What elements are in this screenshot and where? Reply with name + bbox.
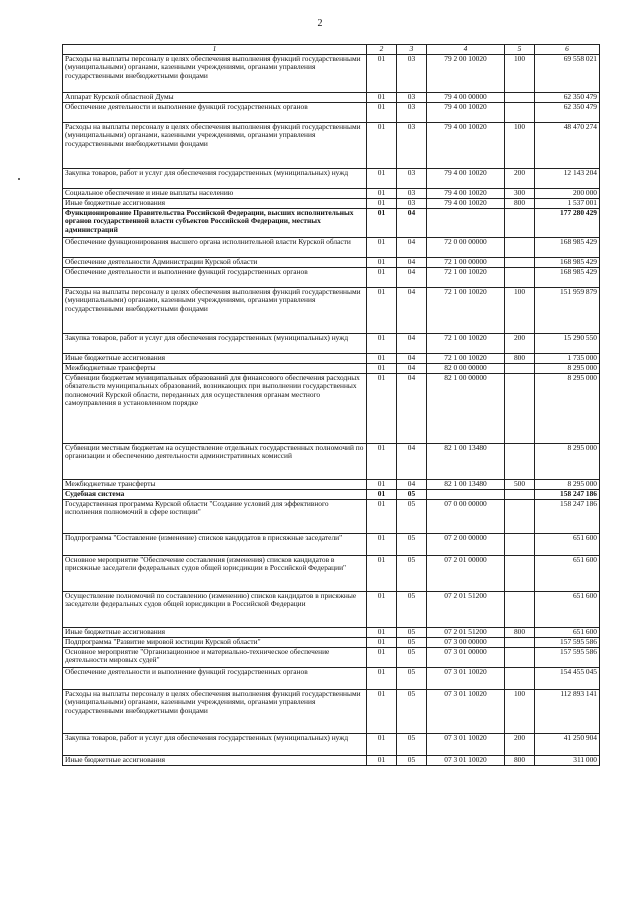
amount: 15 290 550 — [535, 333, 600, 353]
item-name: Аппарат Курской областной Думы — [63, 92, 367, 102]
budget-table-body — [63, 45, 600, 766]
subsection-code: 04 — [397, 353, 427, 363]
item-name: Субвенции местным бюджетам на осуществление отдельных государственных полномочий по организации и обеспечению деятельности административных комиссий — [63, 443, 367, 479]
table-row — [63, 637, 600, 647]
item-name: Обеспечение деятельности и выполнение функций государственных органов — [63, 267, 367, 287]
expense-type-code — [505, 443, 535, 479]
table-row — [63, 188, 600, 198]
table-row — [63, 54, 600, 92]
target-article-code — [427, 489, 505, 499]
item-name: Обеспечение деятельности и выполнение функций государственных органов — [63, 102, 367, 122]
amount: 8 295 000 — [535, 443, 600, 479]
amount: 651 600 — [535, 555, 600, 591]
item-name: Расходы на выплаты персоналу в целях обеспечения выполнения функций государственными (муниципальными) органами, казенными учреждениями, органами управления государственными внебюджетными фондами — [63, 689, 367, 733]
section-code: 01 — [367, 287, 397, 333]
target-article-code: 07 3 01 10020 — [427, 667, 505, 689]
table-row — [63, 208, 600, 237]
subsection-code: 04 — [397, 363, 427, 373]
target-article-code: 72 1 00 10020 — [427, 287, 505, 333]
item-name: Закупка товаров, работ и услуг для обеспечения государственных (муниципальных) нужд — [63, 733, 367, 755]
expense-type-code: 500 — [505, 479, 535, 489]
section-code: 01 — [367, 353, 397, 363]
section-code: 01 — [367, 188, 397, 198]
column-number: 6 — [535, 45, 600, 55]
item-name: Межбюджетные трансферты — [63, 479, 367, 489]
target-article-code: 07 2 00 00000 — [427, 533, 505, 555]
expense-type-code — [505, 499, 535, 533]
budget-table — [62, 44, 600, 766]
target-article-code: 07 3 01 10020 — [427, 733, 505, 755]
item-name: Иные бюджетные ассигнования — [63, 353, 367, 363]
table-row — [63, 287, 600, 333]
expense-type-code — [505, 591, 535, 627]
subsection-code: 04 — [397, 287, 427, 333]
target-article-code: 82 1 00 00000 — [427, 373, 505, 443]
section-code: 01 — [367, 363, 397, 373]
section-code: 01 — [367, 102, 397, 122]
amount: 8 295 000 — [535, 373, 600, 443]
section-code: 01 — [367, 627, 397, 637]
amount: 69 558 021 — [535, 54, 600, 92]
section-code: 01 — [367, 208, 397, 237]
expense-type-code: 800 — [505, 353, 535, 363]
section-code: 01 — [367, 92, 397, 102]
table-row — [63, 373, 600, 443]
amount: 158 247 186 — [535, 489, 600, 499]
target-article-code: 79 4 00 10020 — [427, 168, 505, 188]
target-article-code: 07 3 01 10020 — [427, 755, 505, 765]
item-name: Закупка товаров, работ и услуг для обеспечения государственных (муниципальных) нужд — [63, 168, 367, 188]
expense-type-code — [505, 257, 535, 267]
target-article-code: 79 4 00 00000 — [427, 92, 505, 102]
expense-type-code — [505, 363, 535, 373]
section-code: 01 — [367, 591, 397, 627]
table-row — [63, 102, 600, 122]
table-row — [63, 689, 600, 733]
table-row — [63, 122, 600, 168]
section-code: 01 — [367, 168, 397, 188]
item-name: Расходы на выплаты персоналу в целях обеспечения выполнения функций государственными (муниципальными) органами, казенными учреждениями, органами управления государственными внебюджетными фондами — [63, 54, 367, 92]
section-code: 01 — [367, 489, 397, 499]
target-article-code: 82 1 00 13480 — [427, 479, 505, 489]
expense-type-code: 800 — [505, 755, 535, 765]
subsection-code: 04 — [397, 267, 427, 287]
column-number-row — [63, 45, 600, 55]
subsection-code: 05 — [397, 533, 427, 555]
item-name: Социальное обеспечение и иные выплаты населению — [63, 188, 367, 198]
expense-type-code: 100 — [505, 122, 535, 168]
subsection-code: 04 — [397, 333, 427, 353]
subsection-code: 05 — [397, 733, 427, 755]
target-article-code: 07 3 00 00000 — [427, 637, 505, 647]
target-article-code: 79 4 00 10020 — [427, 188, 505, 198]
item-name: Межбюджетные трансферты — [63, 363, 367, 373]
target-article-code: 07 2 01 51200 — [427, 627, 505, 637]
table-row — [63, 257, 600, 267]
item-name: Подпрограмма "Составление (изменение) списков кандидатов в присяжные заседатели" — [63, 533, 367, 555]
table-row — [63, 733, 600, 755]
subsection-code: 05 — [397, 647, 427, 667]
section-code: 01 — [367, 267, 397, 287]
expense-type-code: 100 — [505, 287, 535, 333]
column-number: 3 — [397, 45, 427, 55]
column-number: 1 — [63, 45, 367, 55]
target-article-code: 72 1 00 10020 — [427, 267, 505, 287]
item-name: Судебная система — [63, 489, 367, 499]
page-number: 2 — [317, 18, 323, 29]
amount: 41 250 904 — [535, 733, 600, 755]
amount: 62 350 479 — [535, 102, 600, 122]
table-row — [63, 555, 600, 591]
table-row — [63, 92, 600, 102]
expense-type-code: 200 — [505, 333, 535, 353]
expense-type-code: 200 — [505, 168, 535, 188]
amount: 112 893 141 — [535, 689, 600, 733]
section-code: 01 — [367, 122, 397, 168]
subsection-code: 03 — [397, 102, 427, 122]
column-number: 5 — [505, 45, 535, 55]
expense-type-code — [505, 533, 535, 555]
section-code: 01 — [367, 373, 397, 443]
amount: 62 350 479 — [535, 92, 600, 102]
target-article-code: 72 1 00 10020 — [427, 353, 505, 363]
expense-type-code: 300 — [505, 188, 535, 198]
subsection-code: 03 — [397, 168, 427, 188]
table-row — [63, 198, 600, 208]
section-code: 01 — [367, 443, 397, 479]
expense-type-code — [505, 102, 535, 122]
table-row — [63, 533, 600, 555]
target-article-code: 82 0 00 00000 — [427, 363, 505, 373]
target-article-code: 79 4 00 10020 — [427, 198, 505, 208]
expense-type-code: 800 — [505, 627, 535, 637]
section-code: 01 — [367, 533, 397, 555]
item-name: Государственная программа Курской области "Создание условий для эффективного исполнения полномочий в сфере юстиции" — [63, 499, 367, 533]
amount: 168 985 429 — [535, 257, 600, 267]
section-code: 01 — [367, 689, 397, 733]
subsection-code: 05 — [397, 489, 427, 499]
target-article-code: 79 2 00 10020 — [427, 54, 505, 92]
expense-type-code: 200 — [505, 733, 535, 755]
subsection-code: 03 — [397, 198, 427, 208]
target-article-code: 07 2 01 51200 — [427, 591, 505, 627]
amount: 157 595 586 — [535, 647, 600, 667]
table-row — [63, 591, 600, 627]
item-name: Иные бюджетные ассигнования — [63, 198, 367, 208]
table-row — [63, 443, 600, 479]
item-name: Закупка товаров, работ и услуг для обеспечения государственных (муниципальных) нужд — [63, 333, 367, 353]
amount: 157 595 586 — [535, 637, 600, 647]
expense-type-code: 100 — [505, 54, 535, 92]
target-article-code: 79 4 00 10020 — [427, 102, 505, 122]
target-article-code: 07 2 01 00000 — [427, 555, 505, 591]
target-article-code: 82 1 00 13480 — [427, 443, 505, 479]
target-article-code: 72 1 00 10020 — [427, 333, 505, 353]
subsection-code: 04 — [397, 257, 427, 267]
subsection-code: 05 — [397, 689, 427, 733]
table-row — [63, 489, 600, 499]
column-number: 2 — [367, 45, 397, 55]
item-name: Функционирование Правительства Российской Федерации, высших исполнительных органов государственной власти субъектов Российской Федерации, местных администраций — [63, 208, 367, 237]
subsection-code: 05 — [397, 667, 427, 689]
expense-type-code — [505, 373, 535, 443]
amount: 151 959 879 — [535, 287, 600, 333]
subsection-code: 03 — [397, 122, 427, 168]
amount: 12 143 204 — [535, 168, 600, 188]
target-article-code: 72 0 00 00000 — [427, 237, 505, 257]
subsection-code: 03 — [397, 188, 427, 198]
table-row — [63, 168, 600, 188]
item-name: Основное мероприятие "Организационное и материально-техническое обеспечение деятельности мировых судей" — [63, 647, 367, 667]
item-name: Обеспечение функционирования высшего органа исполнительной власти Курской области — [63, 237, 367, 257]
subsection-code: 05 — [397, 591, 427, 627]
target-article-code: 07 0 00 00000 — [427, 499, 505, 533]
table-row — [63, 755, 600, 765]
expense-type-code — [505, 489, 535, 499]
section-code: 01 — [367, 198, 397, 208]
target-article-code: 07 3 01 00000 — [427, 647, 505, 667]
table-row — [63, 499, 600, 533]
amount: 651 600 — [535, 591, 600, 627]
expense-type-code — [505, 267, 535, 287]
section-code: 01 — [367, 647, 397, 667]
amount: 651 600 — [535, 533, 600, 555]
item-name: Подпрограмма "Развитие мировой юстиции Курской области" — [63, 637, 367, 647]
section-code: 01 — [367, 637, 397, 647]
subsection-code: 04 — [397, 443, 427, 479]
amount: 158 247 186 — [535, 499, 600, 533]
amount: 177 280 429 — [535, 208, 600, 237]
section-code: 01 — [367, 733, 397, 755]
subsection-code: 04 — [397, 373, 427, 443]
item-name: Иные бюджетные ассигнования — [63, 755, 367, 765]
table-row — [63, 363, 600, 373]
subsection-code: 05 — [397, 499, 427, 533]
amount: 1 537 001 — [535, 198, 600, 208]
expense-type-code — [505, 237, 535, 257]
amount: 8 295 000 — [535, 363, 600, 373]
amount: 651 600 — [535, 627, 600, 637]
section-code: 01 — [367, 479, 397, 489]
amount: 311 000 — [535, 755, 600, 765]
section-code: 01 — [367, 755, 397, 765]
column-number: 4 — [427, 45, 505, 55]
amount: 1 735 000 — [535, 353, 600, 363]
section-code: 01 — [367, 54, 397, 92]
amount: 168 985 429 — [535, 237, 600, 257]
section-code: 01 — [367, 333, 397, 353]
expense-type-code — [505, 555, 535, 591]
section-code: 01 — [367, 237, 397, 257]
subsection-code: 03 — [397, 54, 427, 92]
subsection-code: 03 — [397, 92, 427, 102]
subsection-code: 05 — [397, 755, 427, 765]
stray-mark — [18, 178, 20, 180]
subsection-code: 05 — [397, 555, 427, 591]
item-name: Обеспечение деятельности Администрации Курской области — [63, 257, 367, 267]
expense-type-code — [505, 208, 535, 237]
table-row — [63, 479, 600, 489]
item-name: Иные бюджетные ассигнования — [63, 627, 367, 637]
item-name: Расходы на выплаты персоналу в целях обеспечения выполнения функций государственными (муниципальными) органами, казенными учреждениями, органами управления государственными внебюджетными фондами — [63, 287, 367, 333]
table-row — [63, 267, 600, 287]
target-article-code: 79 4 00 10020 — [427, 122, 505, 168]
subsection-code: 05 — [397, 627, 427, 637]
section-code: 01 — [367, 667, 397, 689]
target-article-code: 07 3 01 10020 — [427, 689, 505, 733]
expense-type-code: 100 — [505, 689, 535, 733]
table-row — [63, 647, 600, 667]
amount: 168 985 429 — [535, 267, 600, 287]
item-name: Субвенции бюджетам муниципальных образований для финансового обеспечения расходных обязательств муниципальных образований, возникающих при выполнении государственных полномочий Курской области, переданных для осуществления органам местного самоуправления в установленном порядке — [63, 373, 367, 443]
table-row — [63, 237, 600, 257]
target-article-code: 72 1 00 00000 — [427, 257, 505, 267]
subsection-code: 04 — [397, 237, 427, 257]
subsection-code: 04 — [397, 208, 427, 237]
item-name: Основное мероприятие "Обеспечение составления (изменения) списков кандидатов в присяжные заседатели федеральных судов общей юрисдикции в Российской Федерации" — [63, 555, 367, 591]
table-row — [63, 353, 600, 363]
section-code: 01 — [367, 257, 397, 267]
item-name: Расходы на выплаты персоналу в целях обеспечения выполнения функций государственными (муниципальными) органами, казенными учреждениями, органами управления государственными внебюджетными фондами — [63, 122, 367, 168]
item-name: Осуществление полномочий по составлению (изменению) списков кандидатов в присяжные заседатели федеральных судов общей юрисдикции в Российской Федерации — [63, 591, 367, 627]
amount: 48 470 274 — [535, 122, 600, 168]
table-row — [63, 667, 600, 689]
amount: 8 295 000 — [535, 479, 600, 489]
amount: 154 455 045 — [535, 667, 600, 689]
subsection-code: 04 — [397, 479, 427, 489]
expense-type-code — [505, 637, 535, 647]
expense-type-code: 800 — [505, 198, 535, 208]
expense-type-code — [505, 667, 535, 689]
expense-type-code — [505, 647, 535, 667]
target-article-code — [427, 208, 505, 237]
amount: 200 000 — [535, 188, 600, 198]
expense-type-code — [505, 92, 535, 102]
table-row — [63, 627, 600, 637]
table-row — [63, 333, 600, 353]
section-code: 01 — [367, 499, 397, 533]
item-name: Обеспечение деятельности и выполнение функций государственных органов — [63, 667, 367, 689]
subsection-code: 05 — [397, 637, 427, 647]
section-code: 01 — [367, 555, 397, 591]
